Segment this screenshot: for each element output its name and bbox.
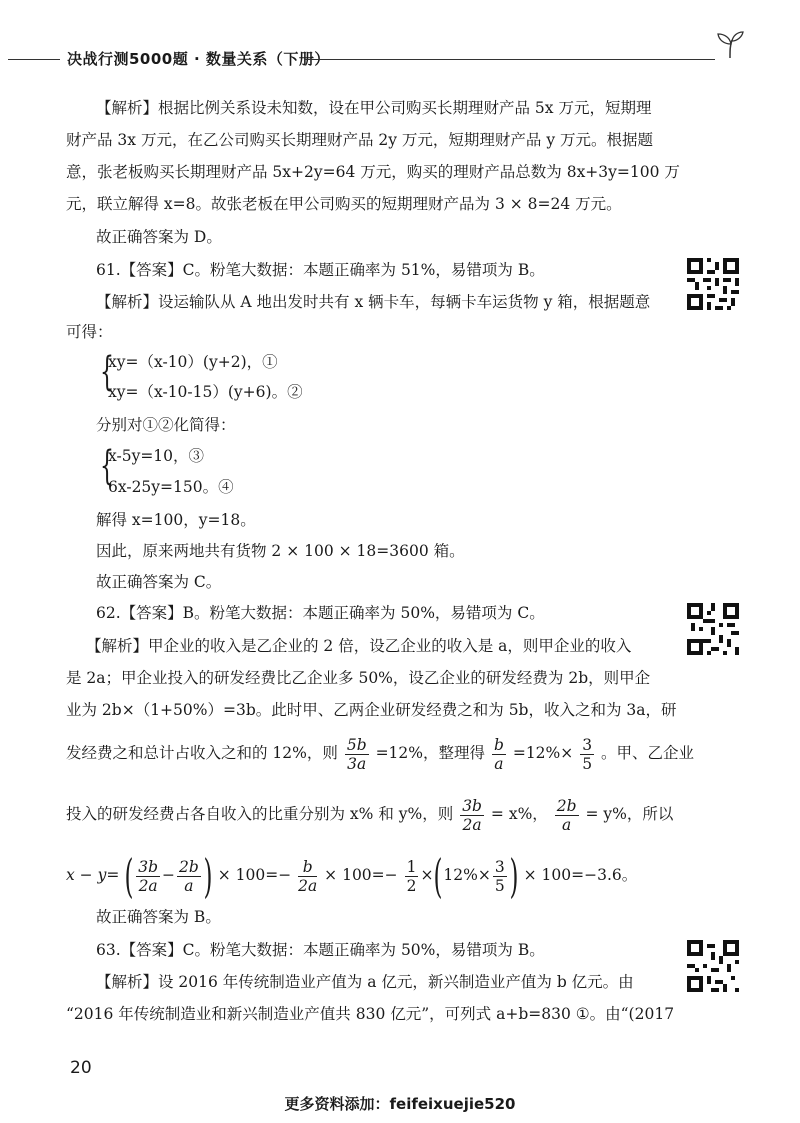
line4-text-c: =12%× bbox=[512, 744, 574, 762]
analysis-60-line3: 意，张老板购买长期理财产品 5x+2y=64 万元，购买的理财产品总数为 8x+3y=100 万 bbox=[66, 163, 680, 181]
analysis-60-line4: 元，联立解得 x=8。故张老板在甲公司购买的短期理财产品为 3 × 8=24 万元。 bbox=[66, 195, 622, 213]
analysis-63-line2: “2016 年传统制造业和新兴制造业产值共 830 亿元”，可列式 a+b=830 ①。由“(2017 bbox=[66, 1005, 675, 1023]
analysis-60-line2: 财产品 3x 万元，在乙公司购买长期理财产品 2y 万元，短期理财产品 y 万元。根据题 bbox=[66, 131, 654, 149]
fraction-b-a: $\frac{b}{a}$ bbox=[493, 735, 504, 773]
analysis-62-line5 bbox=[66, 792, 673, 836]
page-number: 20 bbox=[70, 1058, 92, 1078]
answer-conclusion-61: 故正确答案为 C。 bbox=[96, 573, 222, 591]
line4-text-a: 发经费之和总计占收入之和的 12%，则 bbox=[66, 744, 338, 762]
analysis-61-line1: 【解析】设运输队从 A 地出发时共有 x 辆卡车，每辆卡车运货物 y 箱，根据题意 bbox=[96, 293, 651, 311]
equation-3: x-5y=10，③ bbox=[108, 447, 205, 465]
fraction-5b-3a: $\frac{5b}{3a}$ bbox=[346, 735, 367, 773]
analysis-60-line1: 【解析】根据比例关系设未知数，设在甲公司购买长期理财产品 5x 万元，短期理 bbox=[96, 99, 652, 117]
equation-4: 6x-25y=150。④ bbox=[108, 478, 234, 496]
system-brace-1: { bbox=[100, 349, 114, 395]
simplify-text: 分别对①②化简得： bbox=[96, 416, 236, 434]
answer-63: 63.【答案】C。粉笔大数据：本题正确率为 50%，易错项为 B。 bbox=[96, 941, 545, 959]
calc-step-2: × 100=− bbox=[324, 866, 398, 884]
line4-text-b: =12%，整理得 bbox=[375, 744, 486, 762]
solution-61: 解得 x=100，y=18。 bbox=[96, 511, 256, 529]
line5-text-b: = x%， bbox=[490, 805, 548, 823]
book-title: 决战行测5000题 · 数量关系（下册） bbox=[67, 50, 330, 68]
equation-2: xy=（x-10-15）(y+6)。② bbox=[108, 383, 303, 401]
fraction-3-5-b: $\frac{3}{5}$ bbox=[494, 857, 505, 895]
fraction-2b-a-b: $\frac{2b}{a}$ bbox=[179, 857, 199, 895]
answer-61: 61.【答案】C。粉笔大数据：本题正确率为 51%，易错项为 B。 bbox=[96, 261, 545, 279]
fraction-3-5: $\frac{3}{5}$ bbox=[582, 735, 593, 773]
running-header bbox=[0, 48, 800, 72]
fraction-1-2: $\frac{1}{2}$ bbox=[406, 857, 417, 895]
analysis-62-line2: 是 2a；甲企业投入的研发经费比乙企业多 50%，设乙企业的研发经费为 2b，则甲企 bbox=[66, 669, 651, 687]
fraction-b-2a: $\frac{b}{2a}$ bbox=[298, 857, 318, 895]
fraction-3b-2a: $\frac{3b}{2a}$ bbox=[462, 796, 482, 834]
qr-code-62[interactable] bbox=[687, 603, 739, 655]
sprout-icon bbox=[710, 30, 750, 60]
qr-code-63[interactable] bbox=[687, 940, 739, 992]
answer-conclusion-60: 故正确答案为 D。 bbox=[96, 228, 222, 246]
calc-result: × 100=−3.6。 bbox=[523, 866, 638, 884]
result-61: 因此，原来两地共有货物 2 × 100 × 18=3600 箱。 bbox=[96, 542, 465, 560]
system-brace-2: { bbox=[100, 443, 114, 489]
header-rule-right bbox=[305, 59, 715, 60]
analysis-62-line1: 【解析】甲企业的收入是乙企业的 2 倍，设乙企业的收入是 a，则甲企业的收入 bbox=[86, 637, 632, 655]
fraction-2b-a: $\frac{2b}{a}$ bbox=[556, 796, 577, 834]
analysis-62-line4 bbox=[66, 731, 694, 775]
answer-conclusion-62: 故正确答案为 B。 bbox=[96, 908, 221, 926]
calculation-62: x − y= ( $\frac{3b}{2a}$ − $\frac{2b}{a}$ ) × 100=− $\frac{b}{2a}$ × 100=− $\frac{1}{2}$ ×(12%× $\frac{3}{5}$ ) × 100=−3.6。 bbox=[66, 849, 638, 903]
qr-code-61[interactable] bbox=[687, 258, 739, 310]
line5-text-c: = y%，所以 bbox=[585, 805, 674, 823]
line5-text-a: 投入的研发经费占各自收入的比重分别为 x% 和 y%，则 bbox=[66, 805, 454, 823]
analysis-63-line1: 【解析】设 2016 年传统制造业产值为 a 亿元，新兴制造业产值为 b 亿元。由 bbox=[96, 973, 634, 991]
header-rule-left bbox=[8, 59, 60, 60]
equation-1: xy=（x-10）(y+2)，① bbox=[108, 353, 278, 371]
analysis-61-line2: 可得： bbox=[66, 323, 113, 341]
answer-62: 62.【答案】B。粉笔大数据：本题正确率为 50%，易错项为 C。 bbox=[96, 604, 545, 622]
calc-step-1: × 100=− bbox=[217, 866, 292, 884]
analysis-62-line3: 业为 2b×（1+50%）=3b。此时甲、乙两企业研发经费之和为 5b，收入之和为 3a，研 bbox=[66, 701, 677, 719]
footer-note: 更多资料添加：feifeixuejie520 bbox=[284, 1095, 516, 1113]
calc-lhs: x − y= bbox=[66, 866, 120, 884]
line4-text-d: 。甲、乙企业 bbox=[601, 744, 695, 762]
fraction-3b-2a-b: $\frac{3b}{2a}$ bbox=[138, 857, 159, 895]
